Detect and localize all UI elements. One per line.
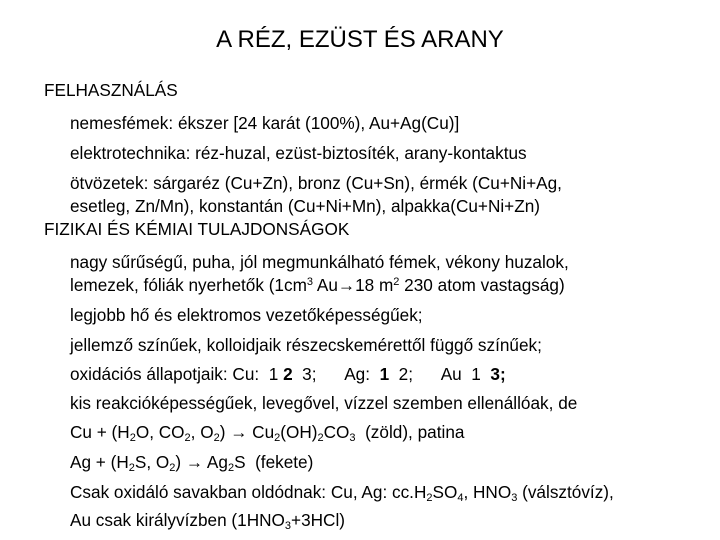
- text-segment: Csak oxidáló savakban oldódnak: Cu, Ag: cc.H: [70, 482, 427, 502]
- text-segment: 2; Au 1: [389, 364, 491, 384]
- section-heading-usage: FELHASZNÁLÁS: [44, 80, 178, 100]
- subscript: 2: [426, 492, 433, 504]
- text-segment: Au→18 m: [313, 275, 394, 295]
- list-item: nagy sűrűségű, puha, jól megmunkálható fémek, vékony huzalok,: [70, 252, 569, 272]
- subscript: 2: [213, 432, 220, 444]
- text-segment: (válsztóvíz),: [517, 482, 614, 502]
- bold-value: 3;: [490, 364, 506, 384]
- text-segment: (OH): [280, 422, 318, 442]
- section-heading-properties: FIZIKAI ÉS KÉMIAI TULAJDONSÁGOK: [44, 219, 350, 239]
- text-segment: ) → Cu: [219, 422, 275, 442]
- subscript: 3: [511, 492, 518, 504]
- equation-silver: [70, 452, 313, 472]
- list-item: kis reakcióképességűek, levegővel, vízzel szemben ellenállóak, de: [70, 393, 578, 413]
- subscript: 2: [227, 462, 235, 474]
- text-segment: 3; Ag:: [292, 364, 380, 384]
- text-segment: Au csak királyvízben (1HNO: [70, 510, 285, 530]
- text-segment: S (fekete): [234, 452, 314, 472]
- subscript: 2: [184, 432, 191, 444]
- equation-copper: [70, 422, 464, 442]
- text-segment: ) → Ag: [175, 452, 228, 472]
- text-segment: 230 atom vastagság): [399, 275, 565, 295]
- list-item-oxidation-states: [70, 364, 506, 384]
- text-segment: lemezek, fóliák nyerhetők (1cm: [70, 275, 307, 295]
- subscript: 2: [129, 432, 136, 444]
- list-item: nemesfémek: ékszer [24 karát (100%), Au+Ag(Cu)]: [70, 113, 460, 133]
- bold-value: 1: [379, 364, 390, 384]
- page-title: A RÉZ, EZÜST ÉS ARANY: [216, 26, 504, 53]
- list-item: legjobb hő és elektromos vezetőképességűek;: [70, 305, 423, 325]
- text-segment: +3HCl): [291, 510, 346, 530]
- subscript: 4: [457, 492, 464, 504]
- list-item-continuation: esetleg, Zn/Mn), konstantán (Cu+Ni+Mn), alpakka(Cu+Ni+Zn): [70, 196, 540, 216]
- subscript: 2: [274, 432, 281, 444]
- subscript: 3: [284, 520, 292, 532]
- text-segment: Ag + (H: [70, 452, 129, 472]
- text-segment: SO: [432, 482, 458, 502]
- list-item: ötvözetek: sárgaréz (Cu+Zn), bronz (Cu+Sn), érmék (Cu+Ni+Ag,: [70, 173, 562, 193]
- list-item: [70, 482, 614, 502]
- subscript: 2: [317, 432, 324, 444]
- superscript: 2: [393, 276, 400, 288]
- list-item: elektrotechnika: réz-huzal, ezüst-biztosíték, arany-kontaktus: [70, 143, 527, 163]
- subscript: 2: [128, 462, 135, 474]
- text-segment: S, O: [134, 452, 170, 472]
- text-segment: (zöld), patina: [355, 422, 465, 442]
- superscript: 3: [306, 276, 314, 288]
- text-segment: , HNO: [463, 482, 512, 502]
- text-segment: Cu + (H: [70, 422, 130, 442]
- text-segment: O, CO: [135, 422, 185, 442]
- text-segment: CO: [323, 422, 350, 442]
- list-item-continuation: [70, 275, 565, 295]
- subscript: 2: [169, 462, 176, 474]
- bold-value: 2: [283, 364, 293, 384]
- subscript: 3: [349, 432, 356, 444]
- list-item: jellemző színűek, kolloidjaik részecskemérettől függő színűek;: [70, 335, 542, 355]
- text-segment: oxidációs állapotjaik: Cu: 1: [70, 364, 284, 384]
- list-item-continuation: [70, 510, 345, 530]
- text-segment: , O: [190, 422, 214, 442]
